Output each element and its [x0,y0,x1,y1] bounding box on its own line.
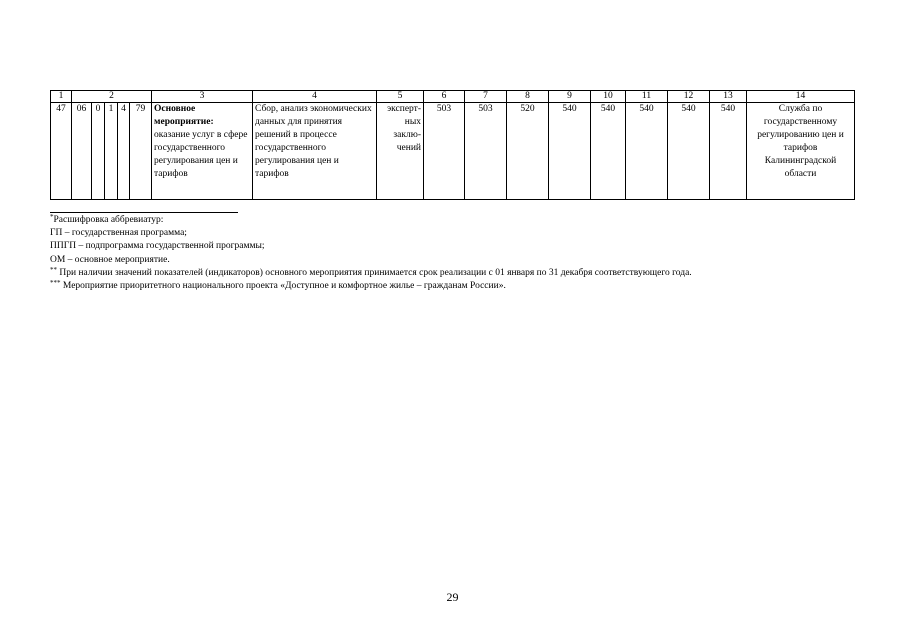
cell-value: 540 [549,103,591,200]
cell-code: 1 [105,103,118,200]
cell-value: 540 [626,103,668,200]
header-cell: 9 [549,91,591,103]
cell-value: 540 [710,103,747,200]
header-cell: 13 [710,91,747,103]
header-cell: 6 [424,91,465,103]
cell-responsible: Служба по государственному регулированию цен и тарифов Калининградской области [747,103,855,200]
cell-code: 06 [72,103,92,200]
footnote-mark: *** [50,279,61,288]
abbreviation-line: ОМ – основное мероприятие. [50,254,170,265]
abbreviation-line: ГП – государственная программа; [50,228,187,239]
page-number: 29 [446,590,459,604]
cell-value: 540 [668,103,710,200]
footnote-2 [50,267,692,280]
header-cell: 14 [747,91,855,103]
footnote-3-text: Мероприятие приоритетного национального проекта «Доступное и комфортное жилье – гражданам России». [60,281,506,292]
header-row [51,91,855,103]
footnote-title [50,214,692,227]
abbreviation-line: ППГП – подпрограмма государственной программы; [50,241,265,252]
footnotes [50,212,692,293]
header-cell: 5 [377,91,424,103]
cell-number: 47 [51,103,72,200]
table-row [51,103,855,200]
footnote-2-text: При наличии значений показателей (индикаторов) основного мероприятия принимается срок реализации с 01 января по 31 декабря соответствующего года. [57,267,692,278]
cell-value: 540 [591,103,626,200]
event-type-label: Основное мероприятие: [154,104,214,127]
header-cell: 12 [668,91,710,103]
header-cell: 4 [253,91,377,103]
header-cell: 2 [72,91,152,103]
header-cell: 3 [152,91,253,103]
footnote-3 [50,280,692,293]
footnote-mark: ** [50,265,57,274]
cell-value: 520 [507,103,549,200]
cell-code: 4 [118,103,130,200]
cell-value: 503 [424,103,465,200]
header-cell: 7 [465,91,507,103]
footnote-divider [50,212,238,213]
header-cell: 11 [626,91,668,103]
cell-event-name [152,103,253,200]
header-cell: 8 [507,91,549,103]
indicators-table [50,90,855,200]
footnote-title-text: Расшифровка аббревиатур: [53,215,164,225]
footnote-mark: * [50,213,54,221]
header-cell: 10 [591,91,626,103]
cell-value: 503 [465,103,507,200]
cell-code: 79 [130,103,152,200]
cell-indicator-description: Сбор, анализ экономических данных для принятия решений в процессе государственного регулирования цен и тарифов [253,103,377,200]
cell-unit: эксперт-ных заклю-чений [377,103,424,200]
header-cell: 1 [51,91,72,103]
event-description: оказание услуг в сфере государственного регулирования цен и тарифов [154,130,248,179]
cell-code: 0 [92,103,105,200]
